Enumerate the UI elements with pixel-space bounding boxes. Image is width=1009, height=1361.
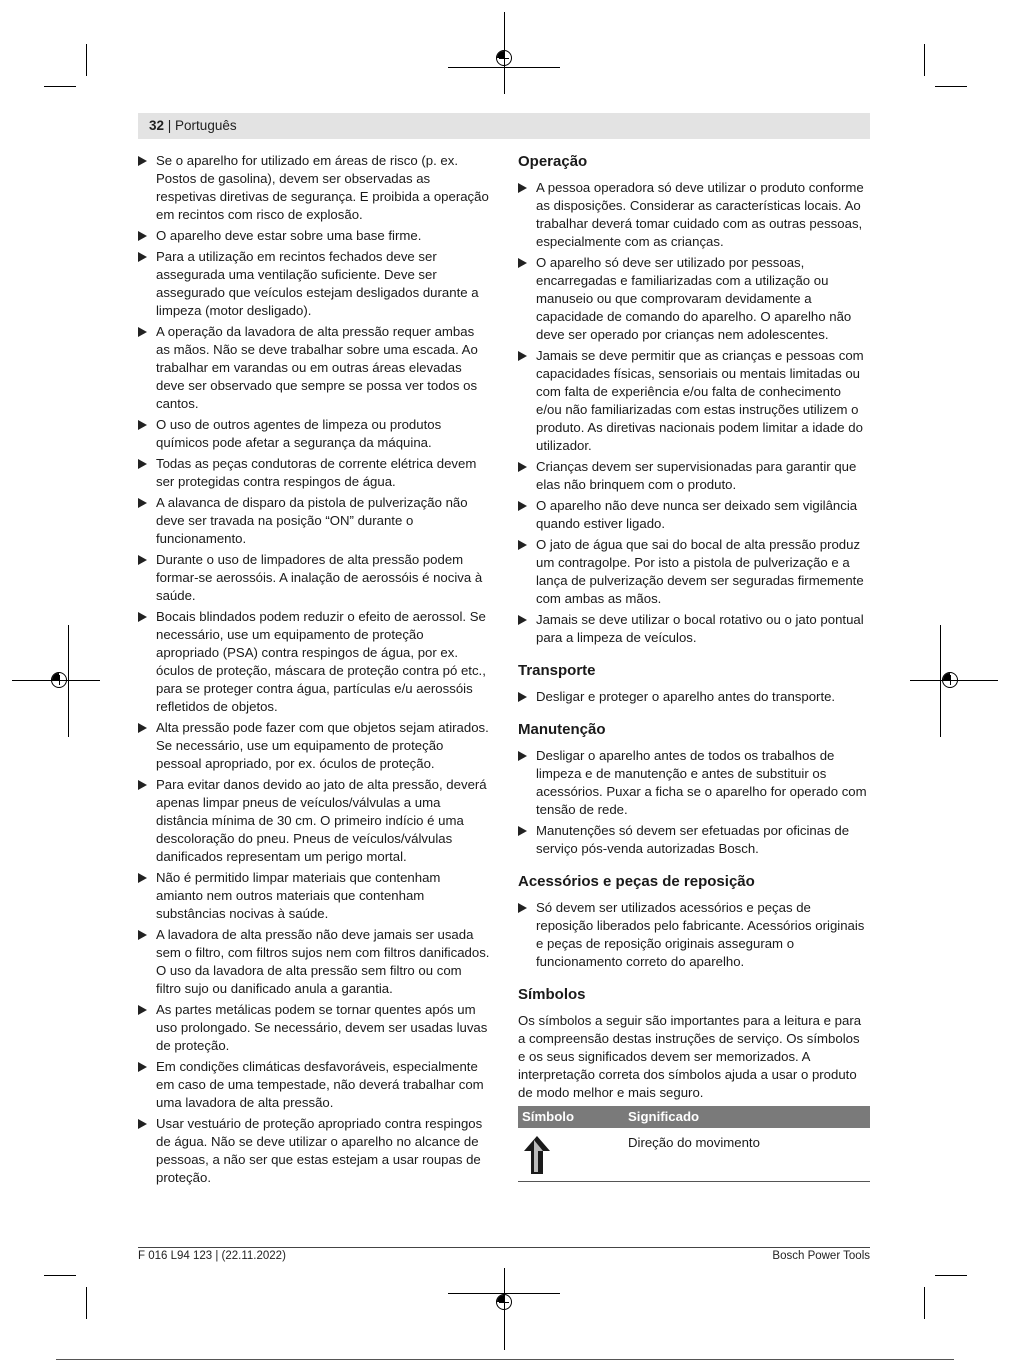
list-item [518,458,870,494]
list-item-text: A pessoa operadora só deve utilizar o produto conforme as disposições. Considerar as características locais. Ao trabalhar deverá tomar cuidado com as outras pessoas, especialmente com as crianças. [536,180,864,249]
footer-doc-id: F 016 L94 123 | (22.11.2022) [138,1250,286,1262]
list-item [138,719,490,773]
list-item [138,1058,490,1112]
list-item [138,323,490,413]
crop-mark [935,86,967,87]
section-operacao [518,152,870,647]
bullet-triangle-icon [518,540,527,550]
list-item [138,248,490,320]
list-item [138,776,490,866]
bullet-triangle-icon [518,501,527,511]
bullet-triangle-icon [138,930,147,940]
list-item-text: Desligar o aparelho antes de todos os trabalhos de limpeza e de manutenção e antes de substituir os acessórios. Puxar a ficha se o aparelho for operado com tensão de rede. [536,748,867,817]
list-item-text: Em condições climáticas desfavoráveis, especialmente em caso de uma tempestade, não deverá trabalhar com uma lavadora de alta pressão. [156,1059,484,1110]
list-item [518,536,870,608]
manutencao-bullet-list [518,747,870,858]
crop-mark [940,625,941,737]
list-item [518,254,870,344]
list-item-text: O aparelho deve estar sobre uma base firme. [156,228,422,243]
list-item-text: Desligar e proteger o aparelho antes do transporte. [536,689,836,704]
bullet-triangle-icon [138,1005,147,1015]
header-language: Português [175,118,237,133]
bullet-triangle-icon [518,183,527,193]
bullet-triangle-icon [138,327,147,337]
list-item-text: Jamais se deve permitir que as crianças e pessoas com capacidades físicas, sensoriais ou mentais limitadas ou com falta de experiência e/ou falta de conhecimento e/ou não familiarizadas com estas instruções utilizem o produto. As diretivas nacionais podem limitar a idade do utilizador. [536,348,864,453]
bullet-triangle-icon [518,692,527,702]
table-row [518,1128,870,1182]
crop-mark [935,1275,967,1276]
crop-mark [44,1275,76,1276]
bullet-triangle-icon [518,615,527,625]
crop-mark [86,1287,87,1319]
bullet-triangle-icon [138,1119,147,1129]
list-item-text: O uso de outros agentes de limpeza ou produtos químicos pode afetar a segurança da máquina. [156,417,442,450]
list-item [138,926,490,998]
list-item-text: Não é permitido limpar materiais que contenham amianto nem outros materiais que contenham substâncias nocivas à saúde. [156,870,441,921]
arrow-up-icon [522,1134,552,1176]
list-item [518,822,870,858]
registration-mark-icon [496,50,512,66]
list-item [138,152,490,224]
acessorios-bullet-list [518,899,870,971]
list-item [518,747,870,819]
list-item-text: Todas as peças condutoras de corrente elétrica devem ser protegidas contra respingos de água. [156,456,477,489]
registration-mark-icon [51,672,67,688]
bullet-triangle-icon [518,903,527,913]
page-header [138,113,870,139]
list-item-text: A alavanca de disparo da pistola de pulverização não deve ser travada na posição “ON” durante o funcionamento. [156,495,468,546]
list-item [518,497,870,533]
bullet-triangle-icon [518,751,527,761]
symbol-table [518,1106,870,1182]
list-item-text: Se o aparelho for utilizado em áreas de risco (p. ex. Postos de gasolina), devem ser observadas as respetivas diretivas de segurança. E proibida a operação em recintos com risco de explosão. [156,153,489,222]
list-item [518,179,870,251]
list-item-text: O aparelho não deve nunca ser deixado sem vigilância quando estiver ligado. [536,498,858,531]
header-text [149,118,237,133]
bullet-triangle-icon [518,351,527,361]
bullet-triangle-icon [138,231,147,241]
column-header-symbol: Símbolo [518,1106,624,1128]
bullet-triangle-icon [518,826,527,836]
footer-rule [138,1247,870,1248]
list-item [138,1115,490,1187]
bottom-rule [56,1359,954,1360]
crop-mark [68,625,69,737]
section-transporte [518,661,870,706]
list-item-text: Só devem ser utilizados acessórios e peças de reposição liberados pelo fabricante. Acessórios originais e peças de reposição originais asseguram o funcionamento correto do aparelho. [536,900,865,969]
list-item-text: Manutenções só devem ser efetuadas por oficinas de serviço pós-venda autorizadas Bosch. [536,823,850,856]
list-item [138,608,490,716]
transporte-bullet-list [518,688,870,706]
list-item [518,899,870,971]
section-title: Operação [518,153,588,170]
operacao-bullet-list [518,179,870,647]
bullet-triangle-icon [138,1062,147,1072]
bullet-triangle-icon [138,459,147,469]
crop-mark [448,67,560,68]
column-header-meaning: Significado [624,1106,870,1128]
list-item-text: A operação da lavadora de alta pressão requer ambas as mãos. Não se deve trabalhar sobre uma escada. Ao trabalhar em varandas ou em outras áreas elevadas deve ser observado que sempre se possa ver todos os cantos. [156,324,478,411]
section-title: Acessórios e peças de reposição [518,873,755,890]
list-item [138,455,490,491]
bullet-triangle-icon [518,258,527,268]
bullet-triangle-icon [138,156,147,166]
bullet-triangle-icon [138,252,147,262]
crop-mark [86,44,87,76]
list-item-text: O aparelho só deve ser utilizado por pessoas, encarregadas e familiarizadas com a utilização ou manuseio ou que comprovaram devidamente a capacidade de comando do aparelho. O aparelho não deve ser operado por crianças nem adolescentes. [536,255,852,342]
page-number: 32 [149,118,165,133]
footer-brand: Bosch Power Tools [772,1250,870,1262]
list-item-text: A lavadora de alta pressão não deve jamais ser usada sem o filtro, com filtros sujos nem com filtros danificados. O uso da lavadora de alta pressão sem filtro ou com filtro sujo ou danificado anula a garantia. [156,927,490,996]
bullet-triangle-icon [138,498,147,508]
crop-mark [44,86,76,87]
list-item-text: Para evitar danos devido ao jato de alta pressão, deverá apenas limpar pneus de veículos/válvulas a uma distância mínima de 30 cm. O primeiro indício é uma descoloração do pneu. Pneus de veículos/válvulas danificados representam um perigo mortal. [156,777,487,864]
list-item [138,227,490,245]
symbol-cell [518,1128,624,1182]
list-item [518,611,870,647]
registration-mark-icon [496,1294,512,1310]
section-title: Manutenção [518,721,606,738]
list-item [138,494,490,548]
left-column [138,152,490,1190]
table-header-row [518,1106,870,1128]
registration-mark-icon [942,672,958,688]
list-item [518,347,870,455]
simbolos-intro: Os símbolos a seguir são importantes para a leitura e para a compreensão destas instruções de serviço. Os símbolos e os seus significados devem ser memorizados. A interpretação correta dos símbolos ajuda a usar o produto de modo melhor e mais seguro. [518,1013,862,1100]
section-acessorios [518,872,870,971]
meaning-cell: Direção do movimento [624,1128,870,1182]
list-item-text: Para a utilização em recintos fechados deve ser assegurada uma ventilação suficiente. Deve ser assegurado que veículos estejam desligados durante a limpeza (motor desligado). [156,249,479,318]
list-item [518,688,870,706]
bullet-triangle-icon [138,612,147,622]
list-item-text: Durante o uso de limpadores de alta pressão podem formar-se aerossóis. A inalação de aerossóis é nociva à saúde. [156,552,483,603]
right-column [518,152,870,1196]
bullet-triangle-icon [138,873,147,883]
bullet-triangle-icon [138,420,147,430]
list-item [138,551,490,605]
list-item-text: Jamais se deve utilizar o bocal rotativo ou o jato pontual para a limpeza de veículos. [536,612,864,645]
section-title: Símbolos [518,986,586,1003]
section-title: Transporte [518,662,596,679]
list-item-text: Crianças devem ser supervisionadas para garantir que elas não brinquem com o produto. [536,459,857,492]
list-item [138,869,490,923]
crop-mark [924,44,925,76]
bullet-triangle-icon [138,555,147,565]
list-item-text: O jato de água que sai do bocal de alta pressão produz um contragolpe. Por isto a pistola de pulverização e a lança de pulverização devem ser seguradas firmemente com ambas as mãos. [536,537,864,606]
crop-mark [924,1287,925,1319]
list-item [138,1001,490,1055]
section-manutencao [518,720,870,858]
list-item-text: Bocais blindados podem reduzir o efeito de aerossol. Se necessário, use um equipamento de proteção apropriado (PSA) contra respingos de água, por ex. óculos de proteção, máscara de proteção contra pó etc., para se proteger contra água, partículas e/u aerossóis refletidos de objetos. [156,609,486,714]
list-item-text: As partes metálicas podem se tornar quentes após um uso prolongado. Se necessário, devem ser usadas luvas de proteção. [156,1002,488,1053]
header-separator: | [164,118,176,133]
section-simbolos [518,985,870,1182]
list-item [138,416,490,452]
bullet-triangle-icon [138,780,147,790]
list-item-text: Alta pressão pode fazer com que objetos sejam atirados. Se necessário, use um equipamento de proteção pessoal apropriado, por ex. óculos de proteção. [156,720,489,771]
bullet-triangle-icon [518,462,527,472]
list-item-text: Usar vestuário de proteção apropriado contra respingos de água. Não se deve utilizar o aparelho no alcance de pessoas, a não ser que estas estejam a usar roupas de proteção. [156,1116,483,1185]
bullet-triangle-icon [138,723,147,733]
safety-bullet-list [138,152,490,1187]
